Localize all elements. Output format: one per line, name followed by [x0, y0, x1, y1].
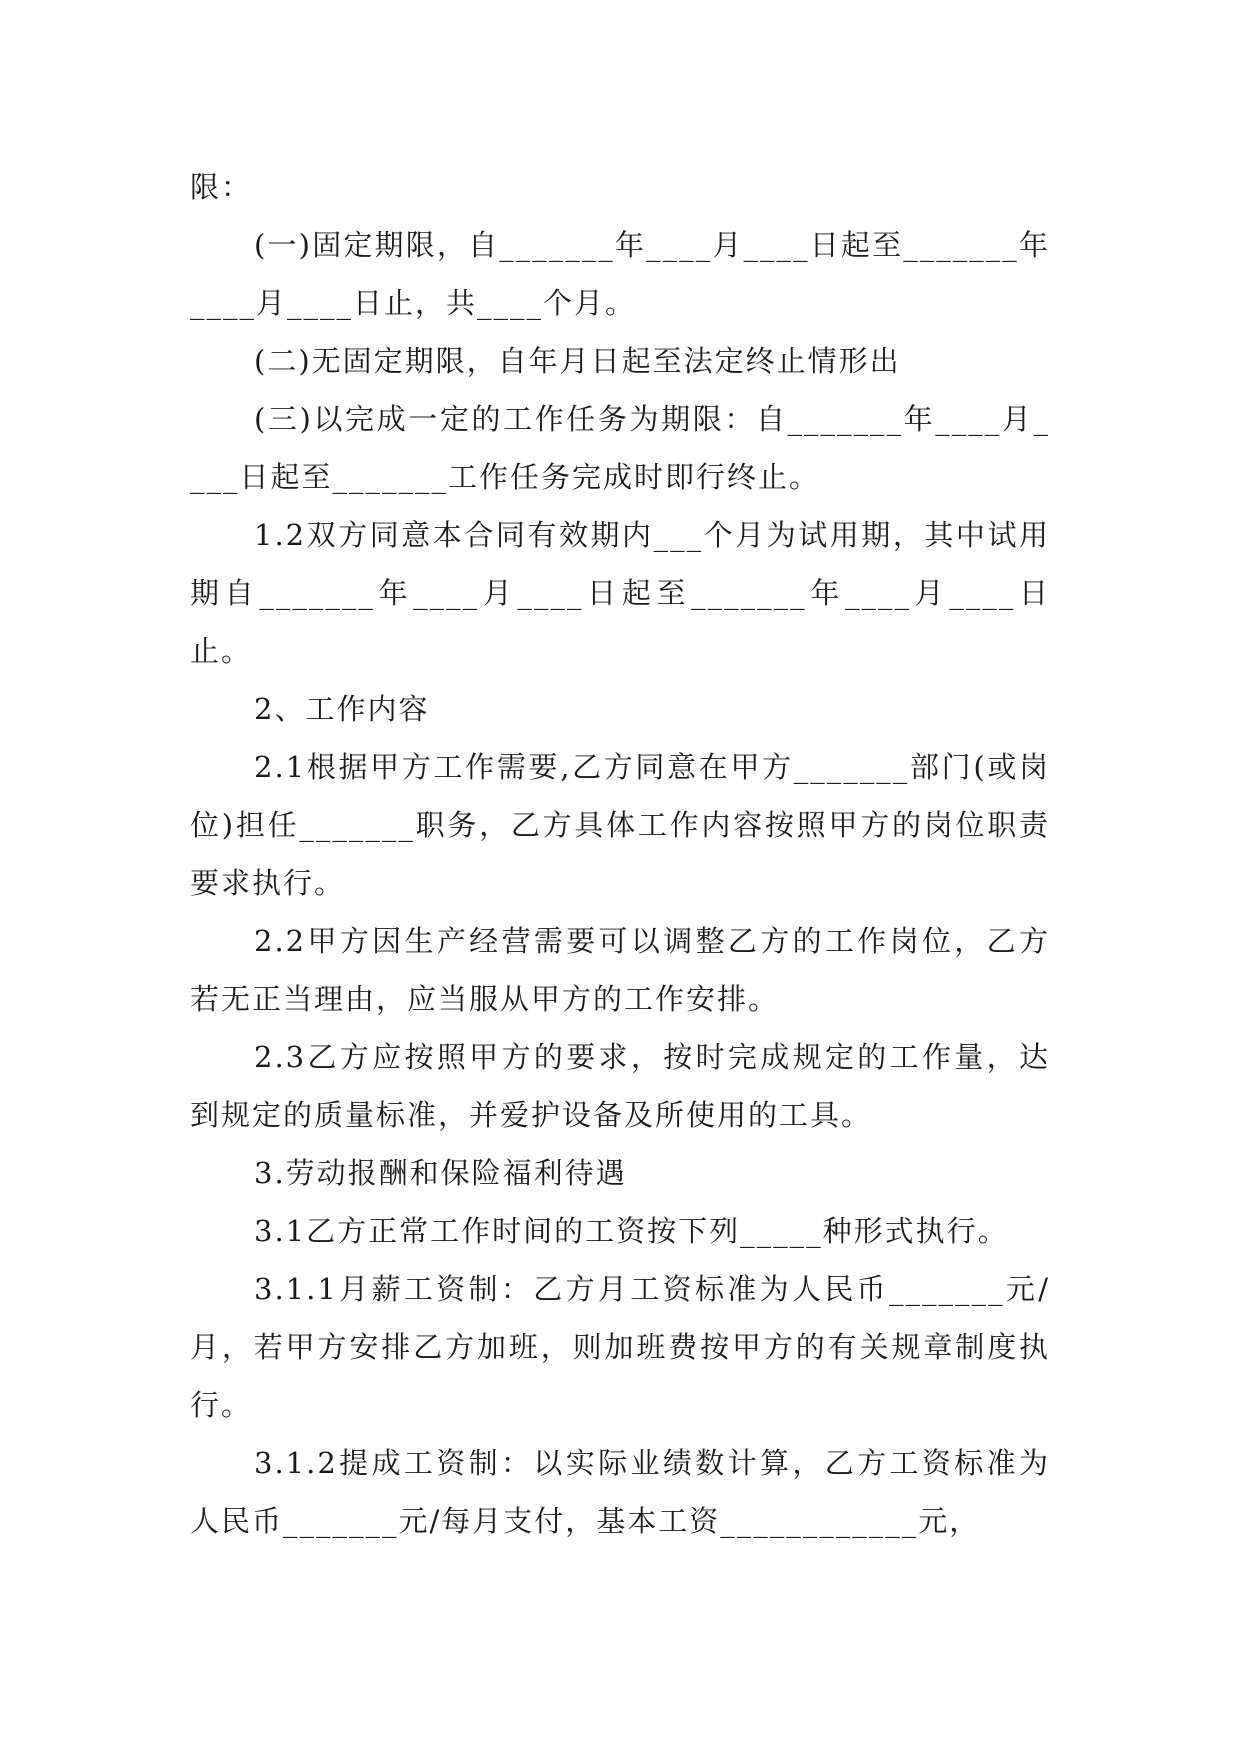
paragraph-position-assignment: 2.1根据甲方工作需要,乙方同意在甲方_______部门(或岗位)担任_______职务，乙方具体工作内容按照甲方的岗位职责要求执行。: [190, 750, 1050, 900]
paragraph-monthly-salary: 3.1.1月薪工资制：乙方月工资标准为人民币_______元/月，若甲方安排乙方加班，则加班费按甲方的有关规章制度执行。: [190, 1272, 1050, 1422]
section-heading-work-content: 2、工作内容: [254, 692, 430, 726]
paragraph-fixed-term: (一)固定期限，自_______年____月____日起至_______年____月____日止，共____个月。: [190, 228, 1050, 320]
paragraph-term-continuation: 限：: [190, 170, 253, 204]
paragraph-position-adjustment: 2.2甲方因生产经营需要可以调整乙方的工作岗位，乙方若无正当理由，应当服从甲方的工作安排。: [190, 924, 1050, 1016]
paragraph-probation-period: 1.2双方同意本合同有效期内___个月为试用期，其中试用期自_______年____月____日起至_______年____月____日止。: [190, 518, 1050, 668]
paragraph-commission-salary: 3.1.2提成工资制：以实际业绩数计算，乙方工资标准为人民币_______元/每月支付，基本工资____________元，: [190, 1446, 1050, 1538]
paragraph-work-requirements: 2.3乙方应按照甲方的要求，按时完成规定的工作量，达到规定的质量标准，并爱护设备及所使用的工具。: [190, 1040, 1050, 1132]
paragraph-open-ended-term: (二)无固定期限，自年月日起至法定终止情形出: [254, 344, 901, 378]
document-body: [190, 158, 1050, 1550]
paragraph-wage-form: 3.1乙方正常工作时间的工资按下列_____种形式执行。: [254, 1214, 1009, 1248]
section-heading-remuneration: 3.劳动报酬和保险福利待遇: [254, 1156, 627, 1190]
paragraph-task-based-term: (三)以完成一定的工作任务为期限：自_______年____月____日起至_______工作任务完成时即行终止。: [190, 402, 1050, 494]
